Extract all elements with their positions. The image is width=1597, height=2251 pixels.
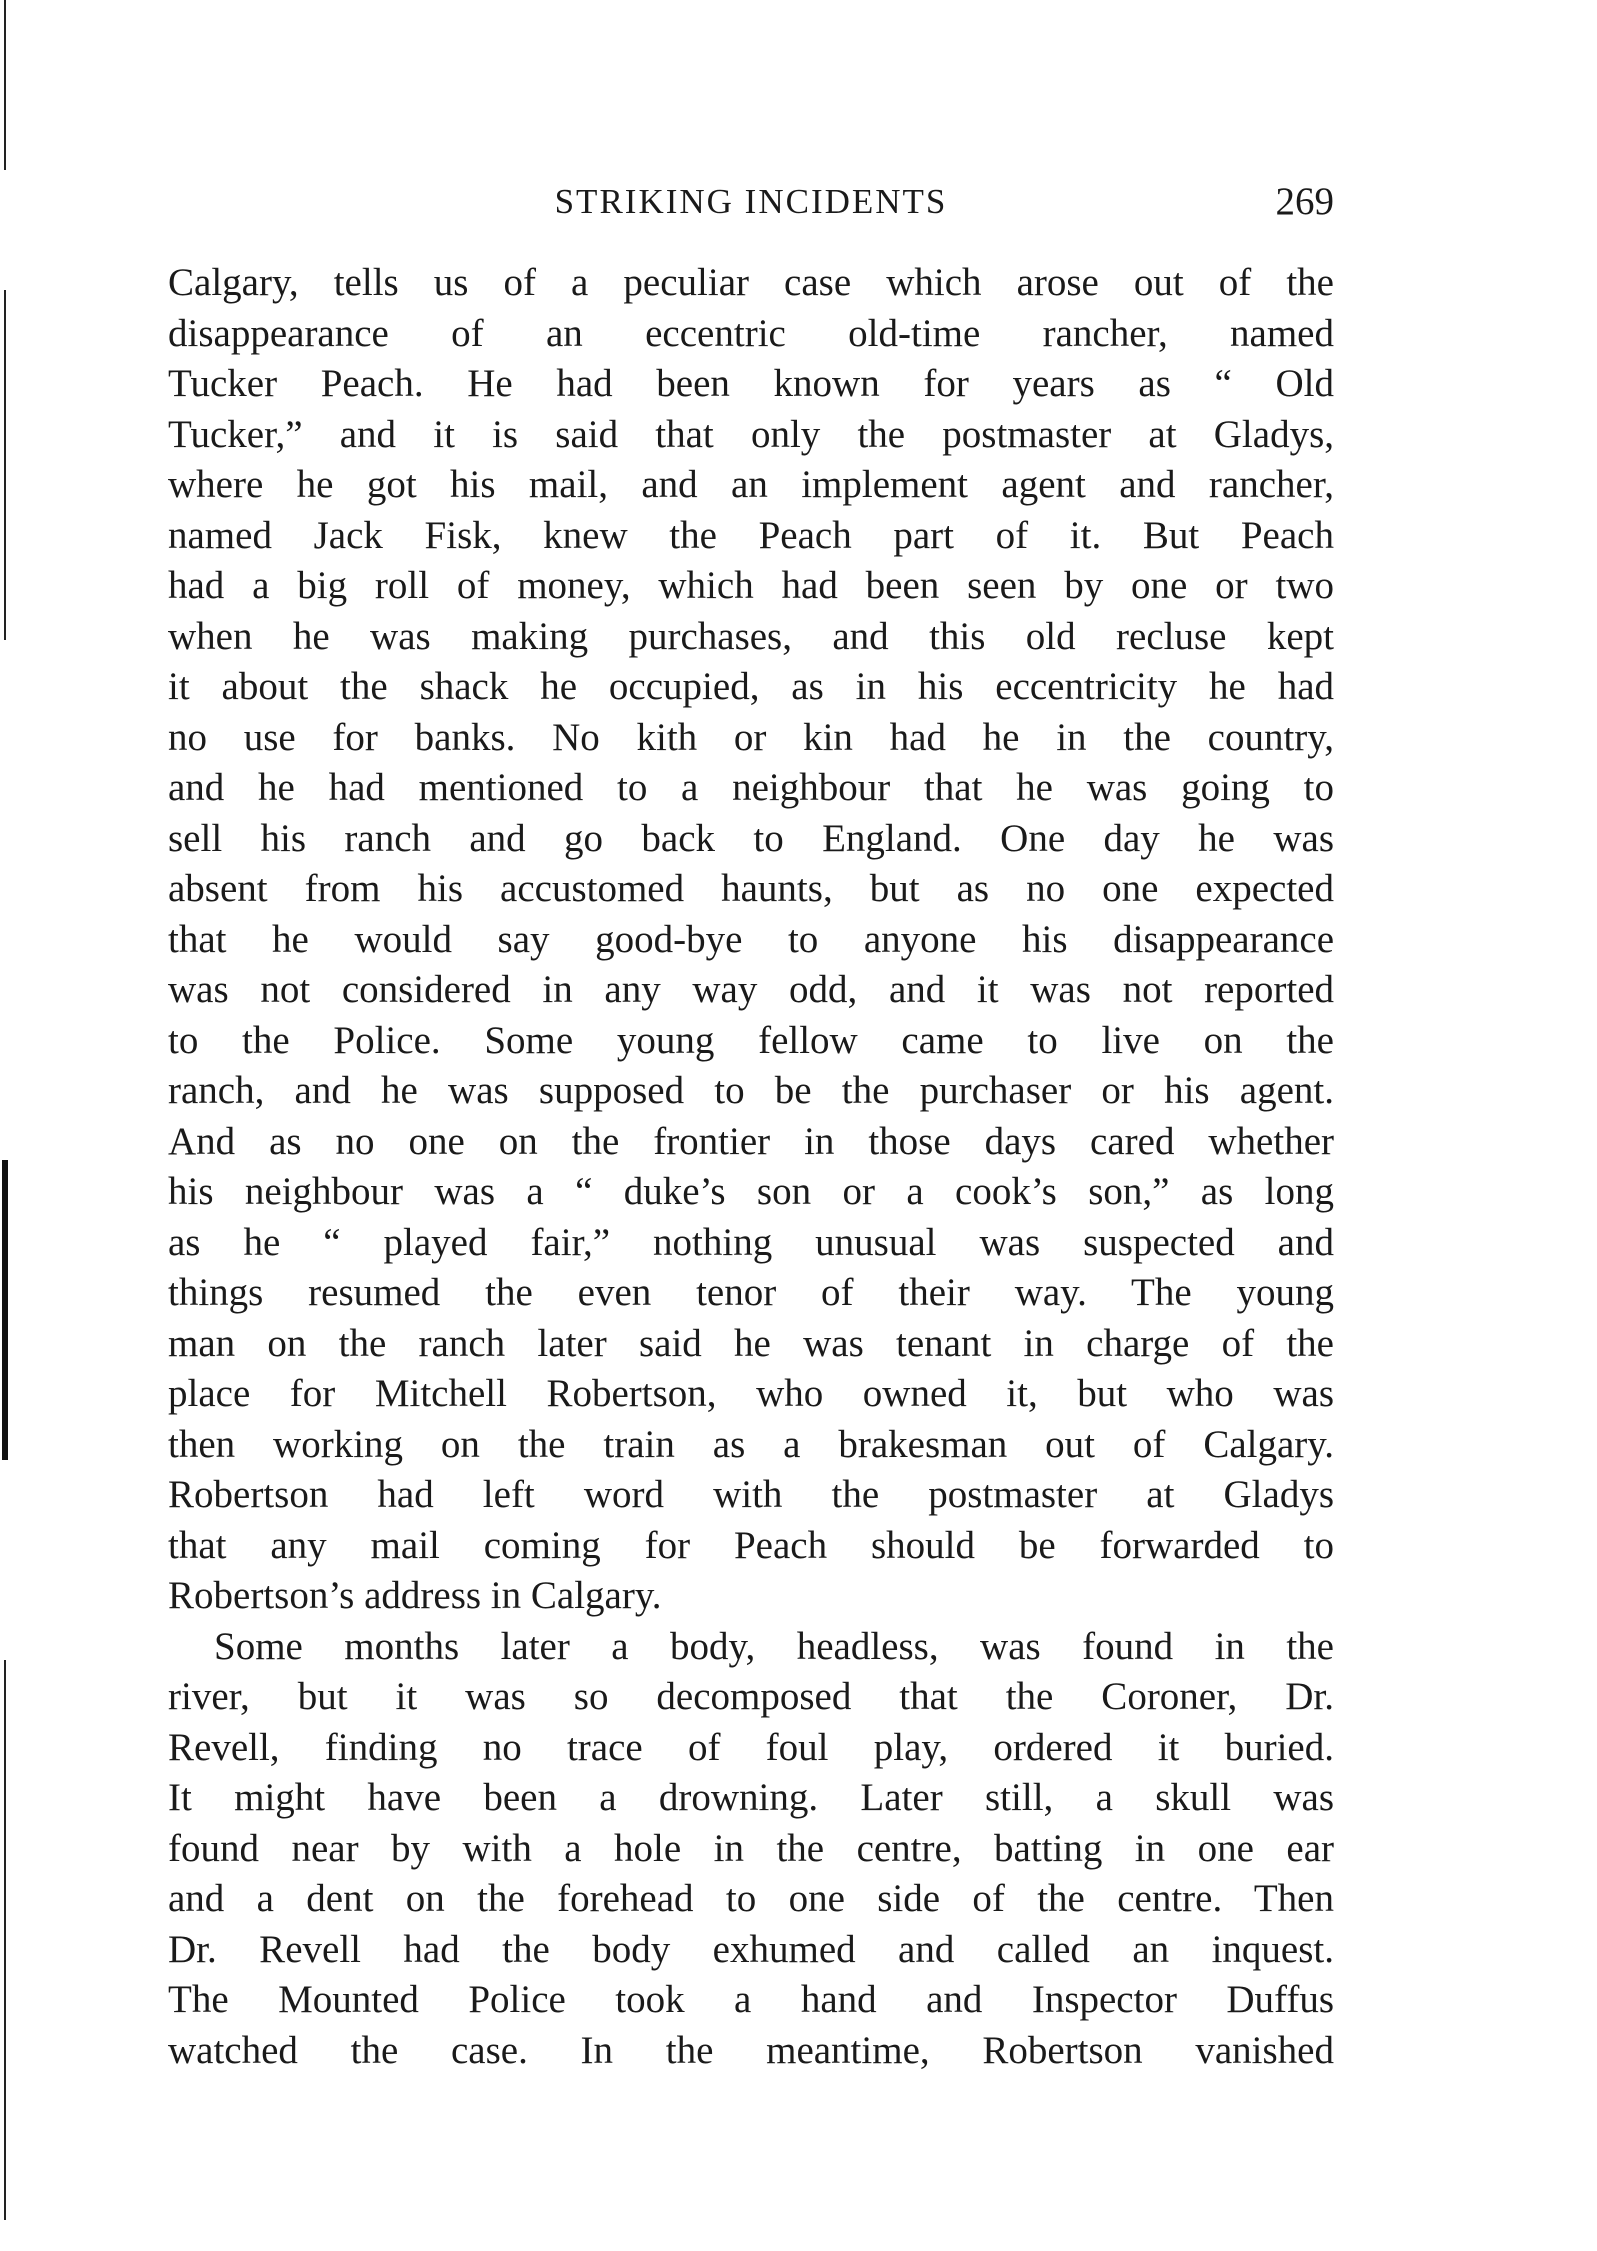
body-text xyxy=(168,258,1334,2076)
text-line: was not considered in any way odd, and it was not reported xyxy=(168,968,1334,1011)
text-line: that any mail coming for Peach should be forwarded to xyxy=(168,1523,1334,1567)
text-line: Robertson’s address in Calgary. xyxy=(168,1574,662,1617)
paragraph xyxy=(168,1622,1334,2077)
text-line: to the Police. Some young fellow came to live on the xyxy=(168,1018,1334,1062)
running-head xyxy=(168,176,1334,228)
text-line: and he had mentioned to a neighbour that he was going to xyxy=(168,766,1334,809)
text-line: place for Mitchell Robertson, who owned it, but who was xyxy=(168,1372,1334,1415)
text-line: Dr. Revell had the body exhumed and called an inquest. xyxy=(168,1927,1334,1971)
text-line: and a dent on the forehead to one side of the centre. Then xyxy=(168,1877,1334,1920)
page-number: 269 xyxy=(1275,180,1334,223)
text-line: absent from his accustomed haunts, but as no one expected xyxy=(168,867,1334,910)
text-line: It might have been a drowning. Later still, a skull was xyxy=(168,1776,1334,1819)
binding-mark xyxy=(4,290,6,640)
text-line: named Jack Fisk, knew the Peach part of it. But Peach xyxy=(168,513,1334,557)
paragraph xyxy=(168,258,1334,1622)
text-line: Tucker Peach. He had been known for years as “ Old xyxy=(168,362,1334,405)
text-line: it about the shack he occupied, as in his eccentricity he had xyxy=(168,665,1334,708)
text-line: Tucker,” and it is said that only the postmaster at Gladys, xyxy=(168,412,1334,456)
binding-mark xyxy=(4,0,6,170)
text-line: his neighbour was a “ duke’s son or a cook’s son,” as long xyxy=(168,1170,1334,1213)
binding-mark xyxy=(2,1160,8,1460)
text-line: no use for banks. No kith or kin had he in the country, xyxy=(168,715,1334,759)
text-line: that he would say good-bye to anyone his disappearance xyxy=(168,917,1334,961)
text-line: The Mounted Police took a hand and Inspector Duffus xyxy=(168,1978,1334,2021)
text-line: sell his ranch and go back to England. One day he was xyxy=(168,816,1334,860)
text-line: as he “ played fair,” nothing unusual was suspected and xyxy=(168,1220,1334,1264)
text-line: had a big roll of money, which had been seen by one or two xyxy=(168,564,1334,607)
text-line: found near by with a hole in the centre, batting in one ear xyxy=(168,1826,1334,1870)
text-line: when he was making purchases, and this old recluse kept xyxy=(168,614,1334,658)
text-line: ranch, and he was supposed to be the purchaser or his agent. xyxy=(168,1069,1334,1112)
text-line: then working on the train as a brakesman out of Calgary. xyxy=(168,1422,1334,1466)
running-head-title: STRIKING INCIDENTS xyxy=(554,182,948,221)
text-line: disappearance of an eccentric old-time rancher, named xyxy=(168,311,1334,355)
text-line: Robertson had left word with the postmaster at Gladys xyxy=(168,1473,1334,1516)
text-line: watched the case. In the meantime, Robertson vanished xyxy=(168,2028,1334,2072)
text-line: things resumed the even tenor of their way. The young xyxy=(168,1271,1334,1314)
text-line: Some months later a body, headless, was found in the xyxy=(214,1624,1334,1668)
text-line: Revell, finding no trace of foul play, ordered it buried. xyxy=(168,1725,1334,1769)
text-line: And as no one on the frontier in those days cared whether xyxy=(168,1119,1334,1163)
binding-mark xyxy=(4,1660,6,2220)
text-line: Calgary, tells us of a peculiar case which arose out of the xyxy=(168,261,1334,304)
text-line: river, but it was so decomposed that the Coroner, Dr. xyxy=(168,1675,1334,1718)
text-line: man on the ranch later said he was tenant in charge of the xyxy=(168,1321,1334,1365)
text-line: where he got his mail, and an implement agent and rancher, xyxy=(168,463,1334,506)
